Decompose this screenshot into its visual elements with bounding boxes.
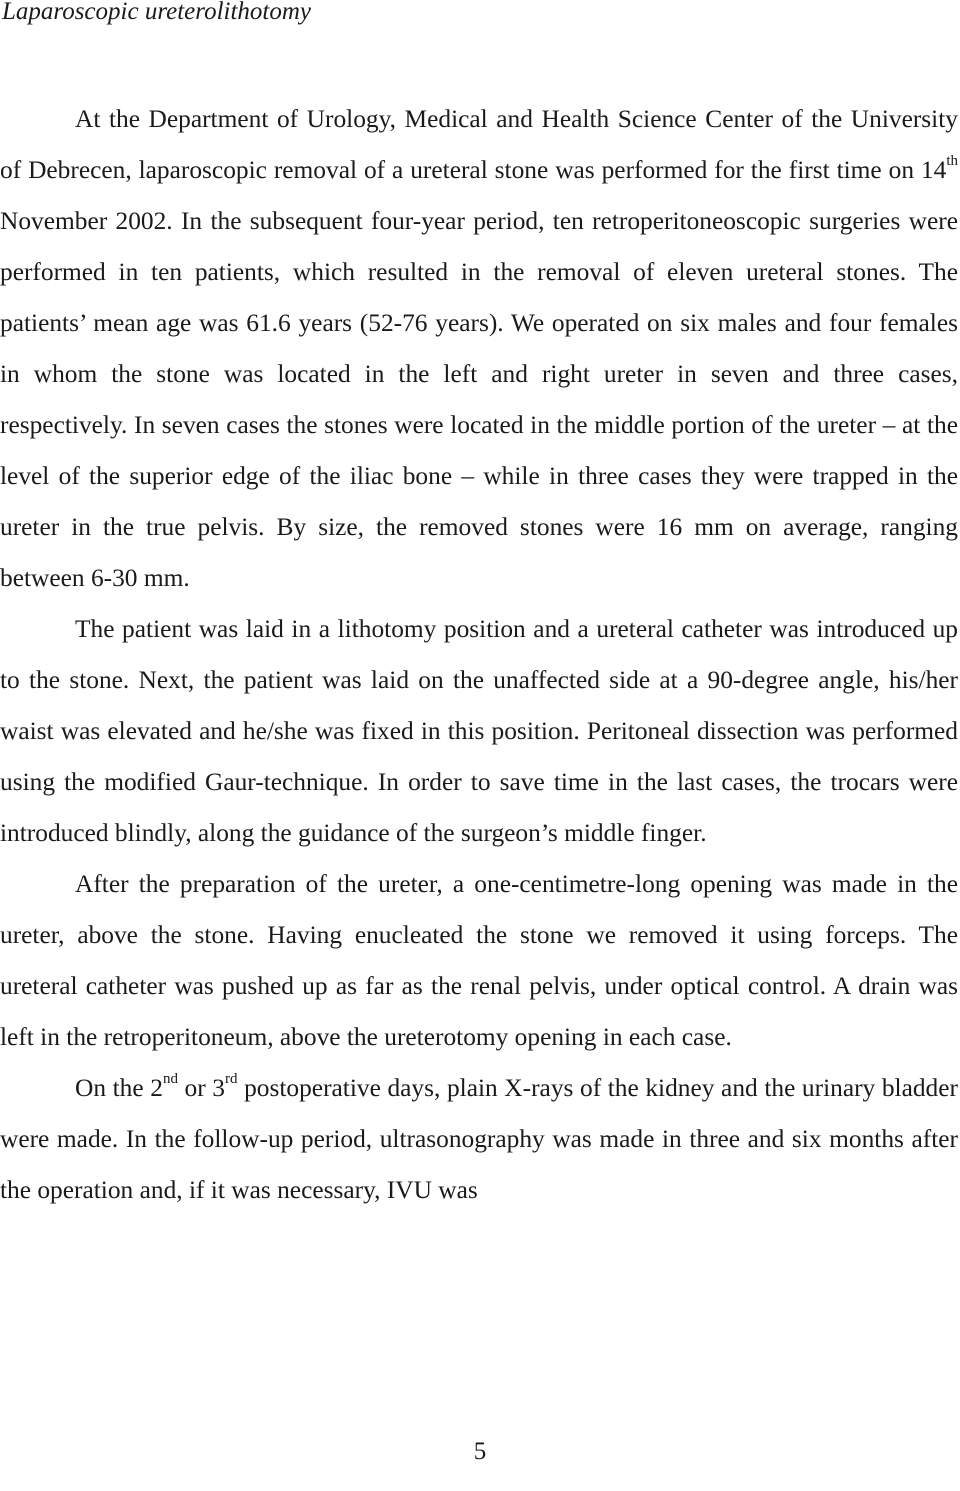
body-text [0, 94, 958, 1216]
paragraph-3-text: After the preparation of the ureter, a one-centimetre-long opening was made in the ureter, above the stone. Having enucleated the stone we removed it using forceps. The ureteral catheter was pushed up as far as the renal pelvis, under optical control. A drain was left in the retroperitoneum, above the ureterotomy opening in each case. [0, 870, 958, 1051]
paragraph-3 [0, 859, 958, 1063]
paragraph-4-text-1: On the 2 [75, 1074, 163, 1102]
paragraph-1-text-start: At the Department of Urology, Medical and Health Science Center of the University of Debrecen, laparoscopic removal of a ureteral stone was performed for the first time on 14 [0, 105, 958, 184]
paragraph-4-text-2: or 3 [177, 1074, 225, 1102]
superscript-th: th [946, 152, 958, 169]
paragraph-1 [0, 94, 958, 604]
paragraph-2 [0, 604, 958, 859]
paragraph-1-text-end: November 2002. In the subsequent four-year period, ten retroperitoneoscopic surgeries were performed in ten patients, which resulted in the removal of eleven ureteral stones. The patients’ mean age was 61.6 years (52-76 years). We operated on six males and four females in whom the stone was located in the left and right ureter in seven and three cases, respectively. In seven cases the stones were located in the middle portion of the ureter – at the level of the superior edge of the iliac bone – while in three cases they were trapped in the ureter in the true pelvis. By size, the removed stones were 16 mm on average, ranging between 6-30 mm. [0, 207, 958, 592]
section-title: Laparoscopic ureterolithotomy [2, 0, 311, 25]
page-number: 5 [473, 1438, 487, 1465]
paragraph-4 [0, 1063, 958, 1216]
superscript-nd: nd [162, 1070, 178, 1087]
paragraph-4-text-3: postoperative days, plain X-rays of the kidney and the urinary bladder were made. In the follow-up period, ultrasonography was made in three and six months after the operation and, if it was necessary, IVU was [0, 1074, 958, 1204]
paragraph-2-text: The patient was laid in a lithotomy position and a ureteral catheter was introduced up to the stone. Next, the patient was laid on the unaffected side at a 90-degree angle, his/her waist was elevated and he/she was fixed in this position. Peritoneal dissection was performed using the modified Gaur-technique. In order to save time in the last cases, the trocars were introduced blindly, along the guidance of the surgeon’s middle finger. [0, 615, 958, 847]
superscript-rd: rd [224, 1070, 238, 1087]
